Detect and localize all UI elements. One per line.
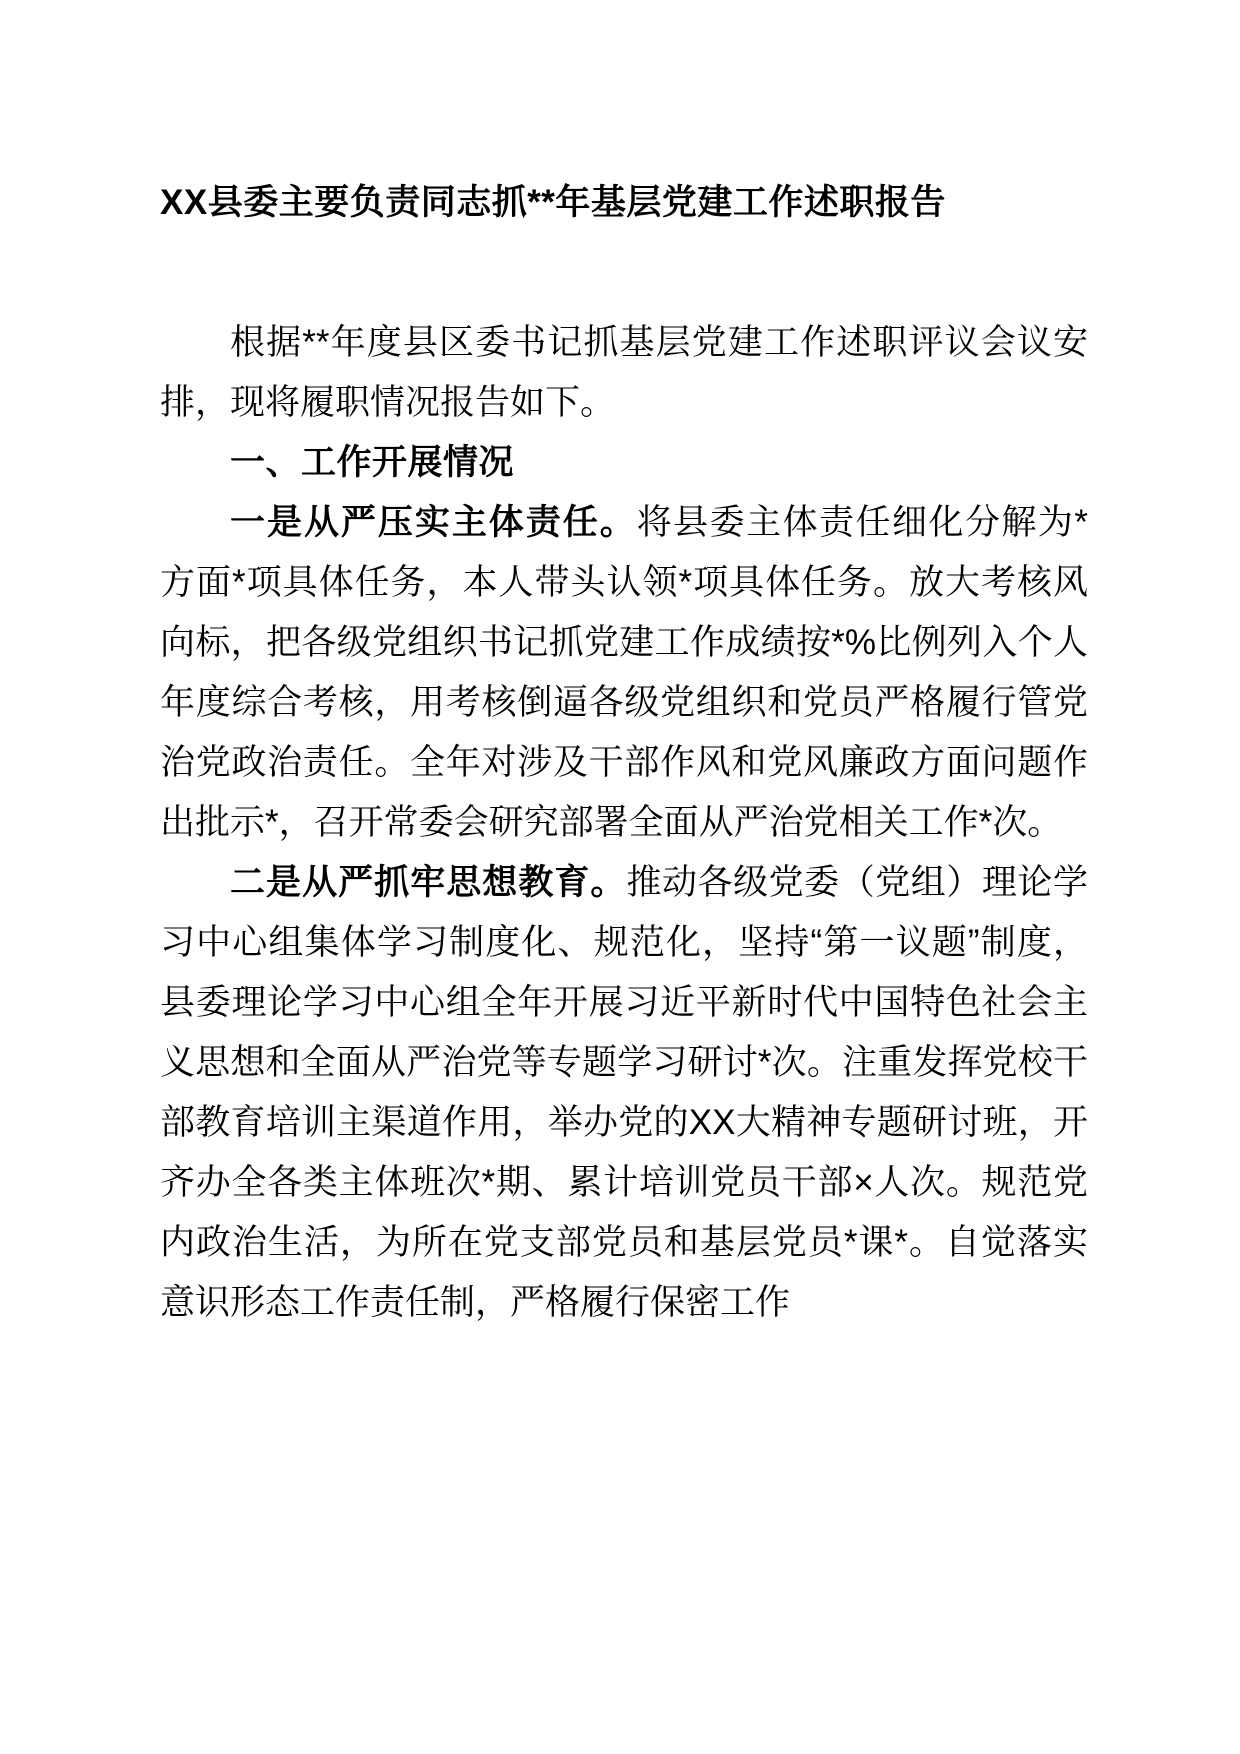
section-paragraph-1 bbox=[160, 493, 1088, 853]
paragraph-lead-1: 一是从严压实主体责任。 bbox=[230, 503, 637, 542]
paragraph-text-1: 将县委主体责任细化分解为*方面*项具体任务，本人带头认领*项具体任务。放大考核风向标，把各级党组织书记抓党建工作成绩按*%比例列入个人年度综合考核，用考核倒逼各级党组织和党员严格履行管党治党政治责任。全年对涉及干部作风和党风廉政方面问题作出批示*，召开常委会研究部署全面从严治党相关工作*次。 bbox=[160, 503, 1088, 842]
document-content bbox=[160, 0, 1088, 1333]
title-spacer bbox=[160, 227, 1088, 313]
section-heading-1: 一、工作开展情况 bbox=[230, 443, 515, 482]
paragraph-lead-2: 二是从严抓牢思想教育。 bbox=[230, 863, 627, 902]
paragraph-text-2: 推动各级党委（党组）理论学习中心组集体学习制度化、规范化，坚持“第一议题”制度，县委理论学习中心组全年开展习近平新时代中国特色社会主义思想和全面从严治党等专题学习研讨*次。注重发挥党校干部教育培训主渠道作用，举办党的XX大精神专题研讨班，开齐办全各类主体班次*期、累计培训党员干部×人次。规范党内政治生活，为所在党支部党员和基层党员*课*。自觉落实意识形态工作责任制，严格履行保密工作 bbox=[160, 863, 1088, 1322]
page-title: XX县委主要负责同志抓**年基层党建工作述职报告 bbox=[160, 183, 946, 222]
section-paragraph-2 bbox=[160, 853, 1088, 1333]
intro-paragraph: 根据**年度县区委书记抓基层党建工作述职评议会议安排，现将履职情况报告如下。 bbox=[160, 323, 1088, 422]
